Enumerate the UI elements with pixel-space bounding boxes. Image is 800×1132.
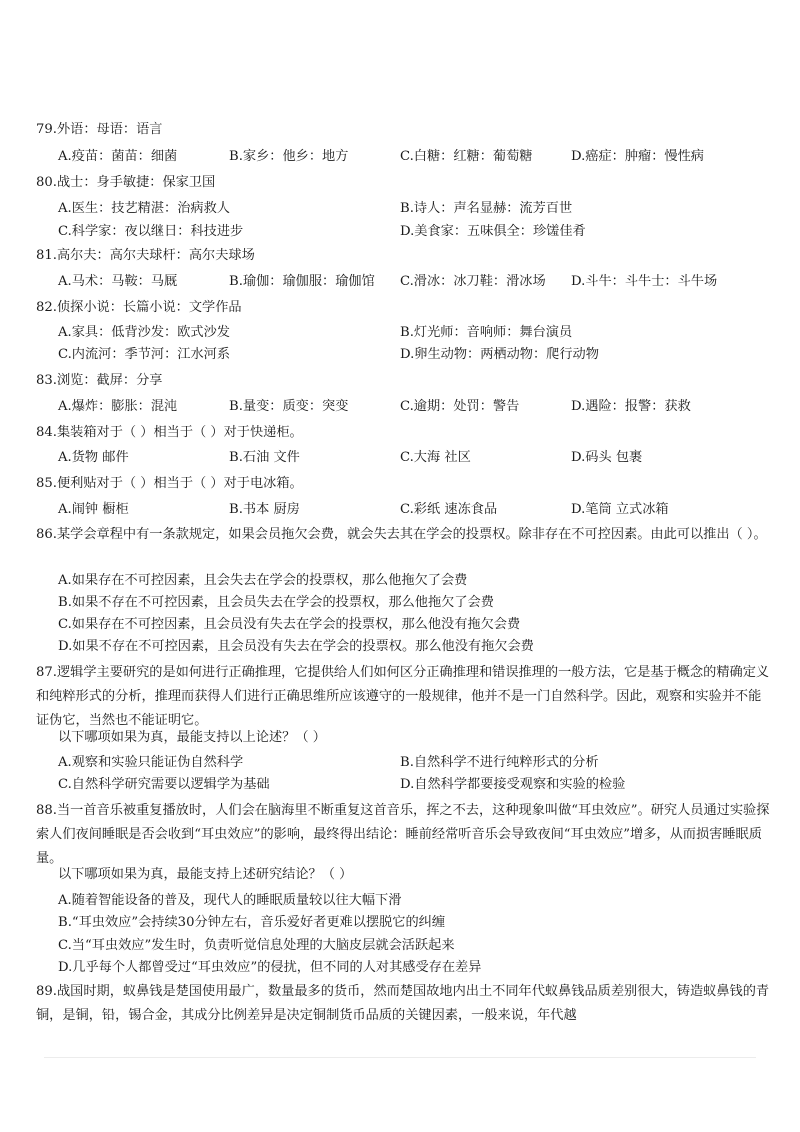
option-a[interactable]: A.疫苗：菌苗：细菌 bbox=[58, 149, 178, 164]
question-stem: 82.侦探小说：长篇小说：文学作品 bbox=[36, 300, 242, 315]
question-stem: 84.集装箱对于（ ）相当于（ ）对于快递柜。 bbox=[36, 425, 303, 440]
option-a[interactable]: A.医生：技艺精湛：治病救人 bbox=[58, 201, 230, 216]
option-d[interactable]: D.码头 包裹 bbox=[571, 450, 643, 465]
question-stem: 88.当一首音乐被重复播放时，人们会在脑海里不断重复这首音乐，挥之不去，这种现象叫做“耳虫效应”。研究人员通过实验探索人们夜间睡眠是否会收到“耳虫效应”的影响，最终得出结论：睡前经常听音乐会导致夜间“耳虫效应”增多，从而损害睡眠质量。 bbox=[36, 803, 770, 866]
option-b[interactable]: B.“耳虫效应”会持续30分钟左右，音乐爱好者更难以摆脱它的纠缠 bbox=[58, 915, 446, 930]
option-b[interactable]: B.量变：质变：突变 bbox=[229, 399, 349, 414]
option-a[interactable]: A.如果存在不可控因素，且会失去在学会的投票权，那么他拖欠了会费 bbox=[58, 573, 468, 588]
question-stem: 81.高尔夫：高尔夫球杆：高尔夫球场 bbox=[36, 248, 255, 263]
question-prompt: 以下哪项如果为真，最能支持以上论述？（ ） bbox=[58, 730, 326, 745]
option-a[interactable]: A.马术：马鞍：马厩 bbox=[58, 274, 178, 289]
option-b[interactable]: B.如果不存在不可控因素，且会员失去在学会的投票权，那么他拖欠了会费 bbox=[58, 595, 494, 610]
question-stem: 80.战士：身手敏捷：保家卫国 bbox=[36, 175, 216, 190]
option-d[interactable]: D.卵生动物：两栖动物：爬行动物 bbox=[400, 347, 599, 362]
option-c[interactable]: C.滑冰：冰刀鞋：滑冰场 bbox=[400, 274, 546, 289]
option-a[interactable]: A.爆炸：膨胀：混沌 bbox=[58, 399, 178, 414]
option-c[interactable]: C.内流河：季节河：江水河系 bbox=[58, 347, 231, 362]
option-b[interactable]: B.诗人：声名显赫：流芳百世 bbox=[400, 201, 573, 216]
option-c[interactable]: C.科学家：夜以继日：科技进步 bbox=[58, 224, 244, 239]
option-d[interactable]: D.遇险：报警：获救 bbox=[571, 399, 691, 414]
option-c[interactable]: C.白糖：红糖：葡萄糖 bbox=[400, 149, 533, 164]
question-stem: 86.某学会章程中有一条款规定，如果会员拖欠会费，就会失去其在学会的投票权。除非存在不可控因素。由此可以推出（ ）。 bbox=[36, 527, 767, 542]
footer-divider bbox=[44, 1057, 756, 1058]
option-c[interactable]: C.彩纸 速冻食品 bbox=[400, 502, 498, 517]
option-d[interactable]: D.笔筒 立式冰箱 bbox=[571, 502, 669, 517]
option-b[interactable]: B.灯光师：音响师：舞台演员 bbox=[400, 325, 573, 340]
option-c[interactable]: C.如果存在不可控因素，且会员没有失去在学会的投票权，那么他没有拖欠会费 bbox=[58, 617, 521, 632]
option-a[interactable]: A.闹钟 橱柜 bbox=[58, 502, 129, 517]
option-d[interactable]: D.如果不存在不可控因素，且会员没有失去在学会的投票权。那么他没有拖欠会费 bbox=[58, 639, 534, 654]
option-a[interactable]: A.随着智能设备的普及，现代人的睡眠质量较以往大幅下滑 bbox=[58, 893, 402, 908]
option-a[interactable]: A.家具：低背沙发：欧式沙发 bbox=[58, 325, 230, 340]
option-a[interactable]: A.观察和实验只能证伪自然科学 bbox=[58, 755, 244, 770]
question-stem: 79.外语：母语：语言 bbox=[36, 122, 163, 137]
option-c[interactable]: C.逾期：处罚：警告 bbox=[400, 399, 520, 414]
option-b[interactable]: B.瑜伽：瑜伽服：瑜伽馆 bbox=[229, 274, 375, 289]
question-stem: 83.浏览：截屏：分享 bbox=[36, 373, 163, 388]
option-d[interactable]: D.几乎每个人都曾受过“耳虫效应”的侵扰，但不同的人对其感受存在差异 bbox=[58, 960, 482, 975]
question-stem: 89.战国时期，蚁鼻钱是楚国使用最广，数量最多的货币，然而楚国故地内出土不同年代蚁鼻钱品质差别很大，铸造蚁鼻钱的青铜，是铜，铅，锡合金，其成分比例差异是决定铜制货币品质的关键因素，一般来说，年代越 bbox=[36, 984, 770, 1023]
question-stem: 87.逻辑学主要研究的是如何进行正确推理，它提供给人们如何区分正确推理和错误推理的一般方法，它是基于概念的精确定义和纯粹形式的分析，推理而获得人们进行正确思维所应该遵守的一般规律，他并不是一门自然科学。因此，观察和实验并不能证伪它，当然也不能证明它。 bbox=[36, 665, 770, 728]
option-b[interactable]: B.家乡：他乡：地方 bbox=[229, 149, 349, 164]
option-c[interactable]: C.大海 社区 bbox=[400, 450, 471, 465]
option-d[interactable]: D.美食家：五味俱全：珍馐佳肴 bbox=[400, 224, 586, 239]
option-b[interactable]: B.书本 厨房 bbox=[229, 502, 300, 517]
option-d[interactable]: D.斗牛：斗牛士：斗牛场 bbox=[571, 274, 718, 289]
question-prompt: 以下哪项如果为真，最能支持上述研究结论？（ ） bbox=[58, 867, 353, 882]
option-d[interactable]: D.自然科学都要接受观察和实验的检验 bbox=[400, 777, 626, 792]
option-b[interactable]: B.自然科学不进行纯粹形式的分析 bbox=[400, 755, 599, 770]
option-d[interactable]: D.癌症：肿瘤：慢性病 bbox=[571, 149, 704, 164]
option-c[interactable]: C.自然科学研究需要以逻辑学为基础 bbox=[58, 777, 270, 792]
question-stem: 85.便利贴对于（ ）相当于（ ）对于电冰箱。 bbox=[36, 476, 303, 491]
option-c[interactable]: C.当“耳虫效应”发生时，负责听觉信息处理的大脑皮层就会活跃起来 bbox=[58, 938, 455, 953]
option-b[interactable]: B.石油 文件 bbox=[229, 450, 300, 465]
option-a[interactable]: A.货物 邮件 bbox=[58, 450, 129, 465]
